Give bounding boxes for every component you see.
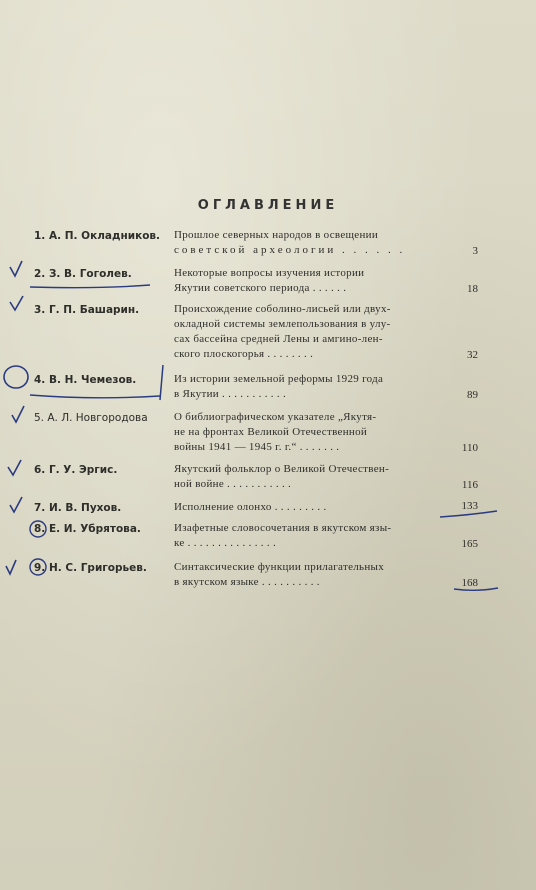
circle-mark <box>4 366 28 388</box>
checkmark-icon <box>10 497 22 512</box>
underline-mark <box>30 285 150 288</box>
toc-title-line: Синтаксические функции прилагательных <box>174 561 385 573</box>
toc-page-number: 110 <box>461 442 478 454</box>
toc-title-line: не на фронтах Великой Отечественной <box>174 426 368 438</box>
toc-title-line: войны 1941 — 1945 г. г.“ . . . . . . . <box>174 441 340 453</box>
toc-page-number: 89 <box>467 389 478 401</box>
circle-mark <box>30 521 46 537</box>
toc-author: 2. З. В. Гоголев. <box>34 268 132 280</box>
page-title: ОГЛАВЛЕНИЕ <box>197 198 339 213</box>
circle-mark <box>30 559 46 575</box>
toc-title-line: Происхождение соболино-лисьей или двух- <box>174 303 391 315</box>
underline-mark <box>454 588 498 590</box>
toc-author: 3. Г. П. Башарин. <box>34 304 140 316</box>
checkmark-icon <box>12 406 24 422</box>
toc-title-line: ке . . . . . . . . . . . . . . . <box>174 537 277 549</box>
toc-title-line: Исполнение олонхо . . . . . . . . . <box>174 501 327 513</box>
checkmark-icon <box>6 560 16 574</box>
toc-title-line: в Якутии . . . . . . . . . . . <box>174 388 287 400</box>
toc-page-number: 18 <box>467 283 478 295</box>
toc-author: 7. И. В. Пухов. <box>34 502 122 514</box>
checkmark-icon <box>10 296 23 310</box>
toc-author: 6. Г. У. Эргис. <box>34 464 118 476</box>
toc-author: 8. Е. И. Убрятова. <box>34 523 141 535</box>
toc-page-number: 116 <box>461 479 478 491</box>
toc-title-line: Из истории земельной реформы 1929 года <box>174 373 384 385</box>
toc-title-line: Прошлое северных народов в освещении <box>174 229 379 241</box>
toc-title-line: Некоторые вопросы изучения истории <box>174 267 365 279</box>
toc-author: 1. А. П. Окладников. <box>34 230 161 242</box>
toc-author: 9. Н. С. Григорьев. <box>34 562 147 574</box>
bracket-mark <box>160 365 163 400</box>
toc-title-line: в якутском языке . . . . . . . . . . <box>174 576 320 588</box>
toc-title-line: Изафетные словосочетания в якутском язы- <box>174 522 392 534</box>
underline-mark <box>440 511 497 517</box>
checkmark-icon <box>8 460 21 475</box>
toc-author: 5. А. Л. Новгородова <box>34 412 148 424</box>
underline-mark <box>30 395 160 398</box>
toc-title-line: Якутии советского периода . . . . . . <box>174 282 347 294</box>
toc-title-line: сах бассейна средней Лены и амгино-лен- <box>174 333 383 345</box>
toc-title-line: О библиографическом указателе „Якутя- <box>174 411 377 423</box>
toc-title-line: советской археологии . . . . . . <box>174 244 406 256</box>
toc-page-number: 168 <box>461 577 478 589</box>
toc-page-number: 3 <box>472 245 478 257</box>
checkmark-icon <box>10 261 22 276</box>
toc-title-line: ной войне . . . . . . . . . . . <box>174 478 292 490</box>
toc-page-number: 133 <box>461 500 478 512</box>
toc-title-line: ского плоскогорья . . . . . . . . <box>174 348 314 360</box>
toc-page-number: 32 <box>467 349 478 361</box>
toc-title-line: окладной системы землепользования в улу- <box>174 318 391 330</box>
toc-page-number: 165 <box>461 538 478 550</box>
toc-author: 4. В. Н. Чемезов. <box>34 374 137 386</box>
toc-title-line: Якутский фольклор о Великой Отечествен- <box>174 463 390 475</box>
